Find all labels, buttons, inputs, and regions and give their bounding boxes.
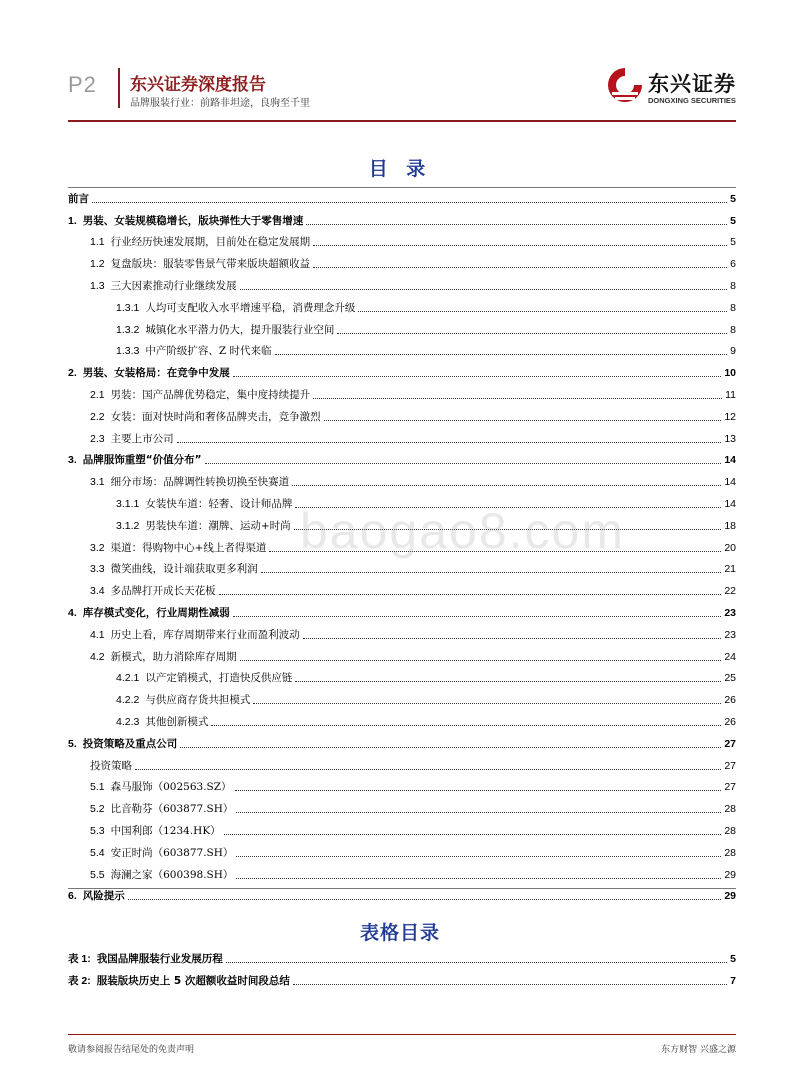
toc-entry-number: 3.3 <box>90 563 105 576</box>
toc-entry-label <box>90 650 237 666</box>
toc-entry-title: 库存模式变化，行业周期性减弱 <box>82 606 230 619</box>
toc-entry-title: 我国品牌服装行业发展历程 <box>96 952 223 965</box>
toc-dot-leader <box>313 267 727 268</box>
toc-entry-page: 28 <box>724 803 736 816</box>
toc-entry-label <box>90 824 221 840</box>
toc-entry[interactable] <box>68 968 736 990</box>
logo-name: 东兴证券 <box>648 72 736 96</box>
toc-entry[interactable] <box>68 448 736 470</box>
toc-entry-number: 1.3 <box>90 279 105 292</box>
toc-dot-leader <box>92 202 727 203</box>
header-divider <box>118 68 120 108</box>
toc-entry-page: 5 <box>730 192 736 205</box>
toc-entry-number: 3.4 <box>90 585 105 598</box>
toc-entry-label <box>90 410 321 426</box>
toc-entry-page: 6 <box>730 258 736 271</box>
toc-entry-number: 4.2.2 <box>116 694 140 707</box>
toc-entry-label <box>116 497 292 513</box>
toc-entry-number: 5.3 <box>90 824 105 837</box>
toc-dot-leader <box>233 616 722 617</box>
toc-entry-number: 表 1: <box>68 952 91 965</box>
toc-entry-page: 24 <box>724 650 736 663</box>
toc-entry-title: 行业经历快速发展期，目前处在稳定发展期 <box>110 236 311 249</box>
toc-entry-number: 4.2.3 <box>116 715 140 728</box>
toc-dot-leader <box>224 834 722 835</box>
toc-entry[interactable] <box>68 208 736 230</box>
toc-entry-title: 复盘版块：服装零售景气带来版块超额收益 <box>110 258 311 271</box>
toc-entry-page: 10 <box>724 367 736 380</box>
toc-entry-page: 20 <box>724 541 736 554</box>
toc-entry[interactable] <box>68 469 736 491</box>
toc-entry[interactable] <box>68 946 736 968</box>
toc-entry-number: 5.2 <box>90 803 105 816</box>
toc-entry[interactable] <box>68 796 736 818</box>
toc-dot-leader <box>253 703 721 704</box>
toc-entry-number: 表 2: <box>68 974 91 987</box>
toc-entry-page: 8 <box>730 323 736 336</box>
toc-entry[interactable] <box>68 295 736 317</box>
toc-entry-number: 1.2 <box>90 258 105 271</box>
toc-dot-leader <box>275 354 728 355</box>
toc-entry[interactable] <box>68 230 736 252</box>
toc-entry[interactable] <box>68 753 736 775</box>
toc-entry-label <box>68 453 202 469</box>
toc-entry-page: 5 <box>730 236 736 249</box>
toc-dot-leader <box>219 594 722 595</box>
toc-entry-number: 5.5 <box>90 868 105 881</box>
toc-dot-leader <box>295 681 721 682</box>
toc-entry-label <box>90 279 237 295</box>
toc-entry-label <box>90 475 289 491</box>
toc-entry-title: 投资策略 <box>90 759 132 772</box>
toc-dot-leader <box>313 245 727 246</box>
toc-entry-title: 中国利郎（1234.HK） <box>110 824 221 837</box>
toc-entry-title: 多品牌打开成长天花板 <box>110 585 216 598</box>
toc-entry-page: 27 <box>724 759 736 772</box>
report-title: 东兴证券深度报告 <box>130 75 266 95</box>
toc-entry-title: 新模式，助力消除库存周期 <box>110 650 237 663</box>
toc-entry-page: 5 <box>730 214 736 227</box>
toc-entry-label <box>116 671 292 687</box>
toc-entry-page: 14 <box>724 476 736 489</box>
toc-entry-title: 以产定销模式，打造快反供应链 <box>145 672 293 685</box>
toc-entry-title: 比音勒芬（603877.SH） <box>110 803 234 816</box>
toc-entry-title: 海澜之家（600398.SH） <box>110 868 234 881</box>
toc-entry-page: 22 <box>724 585 736 598</box>
toc-entry-number: 1. <box>68 214 77 227</box>
toc-entry-number: 4.2.1 <box>116 672 140 685</box>
toc-entry-label <box>90 868 233 884</box>
toc-dot-leader <box>135 769 721 770</box>
toc-dot-leader <box>303 638 722 639</box>
toc-entry-label <box>68 214 303 230</box>
toc-entry-title: 风险提示 <box>82 890 125 903</box>
toc-entry-label <box>90 780 232 796</box>
toc-entry[interactable] <box>68 251 736 273</box>
toc-entry-title: 其他创新模式 <box>145 715 209 728</box>
toc-entry-title: 女装：面对快时尚和奢侈品牌夹击，竞争激烈 <box>110 410 321 423</box>
toc-entry-number: 2.3 <box>90 432 105 445</box>
toc-entry-title: 女装快车道：轻奢、设计师品牌 <box>145 497 293 510</box>
toc-entry-title: 三大因素推动行业继续发展 <box>110 279 237 292</box>
toc-entry-label <box>68 952 223 968</box>
toc-entry-page: 9 <box>730 345 736 358</box>
toc-entry-title: 投资策略及重点公司 <box>82 737 178 750</box>
toc-dot-leader <box>358 311 727 312</box>
toc-entry-title: 男装、女装格局：在竞争中发展 <box>82 367 230 380</box>
toc-entry-number: 4.1 <box>90 628 105 641</box>
toc-dot-leader <box>337 333 727 334</box>
toc-entry-title: 男装、女装规模稳增长，版块弹性大于零售增速 <box>82 214 304 227</box>
toc-entry-page: 5 <box>730 952 736 965</box>
toc-bottom-rule <box>68 888 736 889</box>
toc-entry-label <box>116 693 250 709</box>
toc-entry-label <box>90 388 310 404</box>
toc-entry-label <box>90 846 233 862</box>
toc-entry-page: 25 <box>724 672 736 685</box>
toc-entry-label <box>90 432 174 448</box>
toc-entry-title: 男装：国产品牌优势稳定，集中度持续提升 <box>110 388 311 401</box>
toc-entry-label <box>68 889 125 905</box>
toc-entry[interactable] <box>68 644 736 666</box>
footer-disclaimer: 敬请参阅报告结尾处的免责声明 <box>68 1045 195 1055</box>
toc-entry-page: 13 <box>724 432 736 445</box>
toc-entry[interactable] <box>68 578 736 600</box>
toc-entry-label <box>90 541 266 557</box>
toc-entry[interactable] <box>68 731 736 753</box>
toc-entry-title: 历史上看，库存周期带来行业而盈利波动 <box>110 628 300 641</box>
toc-entry-label <box>116 301 355 317</box>
toc-entry-label <box>90 802 233 818</box>
toc-entry[interactable] <box>68 186 736 208</box>
toc-entry[interactable] <box>68 840 736 862</box>
toc-dot-leader <box>128 899 722 900</box>
toc-entry-page: 18 <box>724 519 736 532</box>
toc-entry-page: 8 <box>730 279 736 292</box>
table-of-tables <box>68 946 736 990</box>
toc-entry[interactable] <box>68 273 736 295</box>
toc-entry[interactable] <box>68 709 736 731</box>
toc-entry-title: 男装快车道：潮牌、运动+时尚 <box>145 519 291 532</box>
toc-entry[interactable] <box>68 666 736 688</box>
toc-entry-page: 14 <box>724 454 736 467</box>
toc-entry-title: 城镇化水平潜力仍大，提升服装行业空间 <box>145 323 335 336</box>
toc-entry-label <box>90 562 258 578</box>
toc-entry[interactable] <box>68 404 736 426</box>
toc-entry[interactable] <box>68 884 736 906</box>
toc-entry-number: 4. <box>68 606 77 619</box>
toc-entry[interactable] <box>68 622 736 644</box>
toc-dot-leader <box>233 376 722 377</box>
toc-entry-page: 7 <box>730 974 736 987</box>
toc-entry-title: 人均可支配收入水平增速平稳，消费理念升级 <box>145 301 356 314</box>
page-header <box>0 0 800 125</box>
logo-english-name: DONGXING SECURITIES <box>648 96 736 105</box>
toc-entry-number: 6. <box>68 890 77 903</box>
toc-entry-label <box>68 737 177 753</box>
toc-entry-page: 26 <box>724 694 736 707</box>
toc-entry[interactable] <box>68 426 736 448</box>
toc-dot-leader <box>180 747 721 748</box>
toc-entry-page: 28 <box>724 824 736 837</box>
toc-entry-number: 1.1 <box>90 236 105 249</box>
page-number: P2 <box>68 72 97 97</box>
toc-entry-title: 中产阶级扩容、Z 时代来临 <box>145 345 272 358</box>
toc-entry-number: 2.2 <box>90 410 105 423</box>
toc-dot-leader <box>293 984 727 985</box>
toc-entry-page: 12 <box>724 410 736 423</box>
dongxing-logo-icon <box>606 66 644 108</box>
toc-entry[interactable] <box>68 382 736 404</box>
toc-dot-leader <box>292 485 721 486</box>
toc-entry-label <box>68 974 290 990</box>
toc-entry-page: 11 <box>725 388 736 401</box>
toc-entry-page: 29 <box>724 868 736 881</box>
toc-entry-page: 27 <box>724 781 736 794</box>
toc-heading: 目 录 <box>368 158 432 180</box>
toc-dot-leader <box>211 725 721 726</box>
toc-entry[interactable] <box>68 600 736 622</box>
toc-dot-leader <box>205 463 722 464</box>
toc-entry-label <box>90 235 310 251</box>
toc-entry-label <box>90 584 216 600</box>
toc-entry-page: 14 <box>724 497 736 510</box>
toc-dot-leader <box>306 224 727 225</box>
toc-dot-leader <box>226 962 727 963</box>
toc-dot-leader <box>177 442 722 443</box>
toc-entry-number: 1.3.3 <box>116 345 140 358</box>
toc-entry-label <box>90 257 310 273</box>
toc-dot-leader <box>240 289 728 290</box>
toc-entry-page: 8 <box>730 301 736 314</box>
toc-entry-label <box>116 519 291 535</box>
footer-rule <box>68 1034 736 1035</box>
toc-entry-title: 渠道：得购物中心+线上者得渠道 <box>110 541 267 554</box>
toc-entry-number: 5.1 <box>90 781 105 794</box>
toc-entry-label <box>68 606 230 622</box>
toc-entry-number: 1.3.2 <box>116 323 140 336</box>
toc-entry-number: 3. <box>68 454 77 467</box>
toc-entry-number: 2.1 <box>90 388 105 401</box>
toc-entry-label <box>116 715 208 731</box>
toc-entry-page: 23 <box>724 606 736 619</box>
toc-entry-page: 23 <box>724 628 736 641</box>
footer-slogan: 东方财智 兴盛之源 <box>661 1045 736 1055</box>
toc-entry-number: 4.2 <box>90 650 105 663</box>
toc-entry-title: 品牌服饰重塑“价值分布” <box>82 454 202 467</box>
toc-entry-title: 森马服饰（002563.SZ） <box>110 781 232 794</box>
toc-entry-title: 细分市场：品牌调性转换切换至快赛道 <box>110 476 290 489</box>
toc-entry[interactable] <box>68 339 736 361</box>
toc-dot-leader <box>236 878 721 879</box>
toc-entry-label <box>116 323 334 339</box>
toc-dot-leader <box>261 572 722 573</box>
toc-entry[interactable] <box>68 818 736 840</box>
toc-dot-leader <box>324 420 722 421</box>
toc-entry-number: 3.2 <box>90 541 105 554</box>
toc-entry-number: 3.1 <box>90 476 105 489</box>
toc-entry-page: 26 <box>724 715 736 728</box>
toc-entry-title: 安正时尚（603877.SH） <box>110 846 234 859</box>
toc-entry-number: 3.1.1 <box>116 497 140 510</box>
toc-entry-number: 1.3.1 <box>116 301 140 314</box>
toc-entry[interactable] <box>68 360 736 382</box>
toc-entry-number: 5.4 <box>90 846 105 859</box>
toc-entry-label <box>116 344 272 360</box>
watermark: baogao8.com <box>300 503 626 559</box>
toc-entry-number: 2. <box>68 367 77 380</box>
header-rule <box>68 120 736 122</box>
toc-entry-label <box>90 759 132 775</box>
toc-entry[interactable] <box>68 862 736 884</box>
toc-entry-title: 与供应商存货共担模式 <box>145 694 251 707</box>
toc-dot-leader <box>236 812 721 813</box>
toc-entry-number: 3.1.2 <box>116 519 140 532</box>
toc-entry-title: 服装版块历史上 5 次超额收益时间段总结 <box>96 974 290 987</box>
company-logo <box>606 64 736 114</box>
toc-dot-leader <box>240 660 722 661</box>
toc-entry-title: 前言 <box>68 192 89 205</box>
toc-entry[interactable] <box>68 775 736 797</box>
toc-entry-page: 21 <box>724 563 736 576</box>
toc-entry-label <box>90 628 300 644</box>
table-toc-heading: 表格目录 <box>359 922 440 944</box>
toc-dot-leader <box>235 790 722 791</box>
toc-dot-leader <box>236 856 721 857</box>
toc-entry[interactable] <box>68 317 736 339</box>
toc-entry-page: 27 <box>724 737 736 750</box>
report-subtitle: 品牌服装行业：前路非坦途，良驹至千里 <box>130 98 310 109</box>
toc-dot-leader <box>313 398 722 399</box>
toc-entry-title: 主要上市公司 <box>110 432 174 445</box>
toc-entry-label <box>68 366 230 382</box>
toc-entry[interactable] <box>68 687 736 709</box>
toc-entry-number: 5. <box>68 737 77 750</box>
toc-entry-title: 微笑曲线，设计端获取更多利润 <box>110 563 258 576</box>
toc-entry-label <box>68 192 89 208</box>
toc-entry-page: 29 <box>724 890 736 903</box>
toc-entry-page: 28 <box>724 846 736 859</box>
